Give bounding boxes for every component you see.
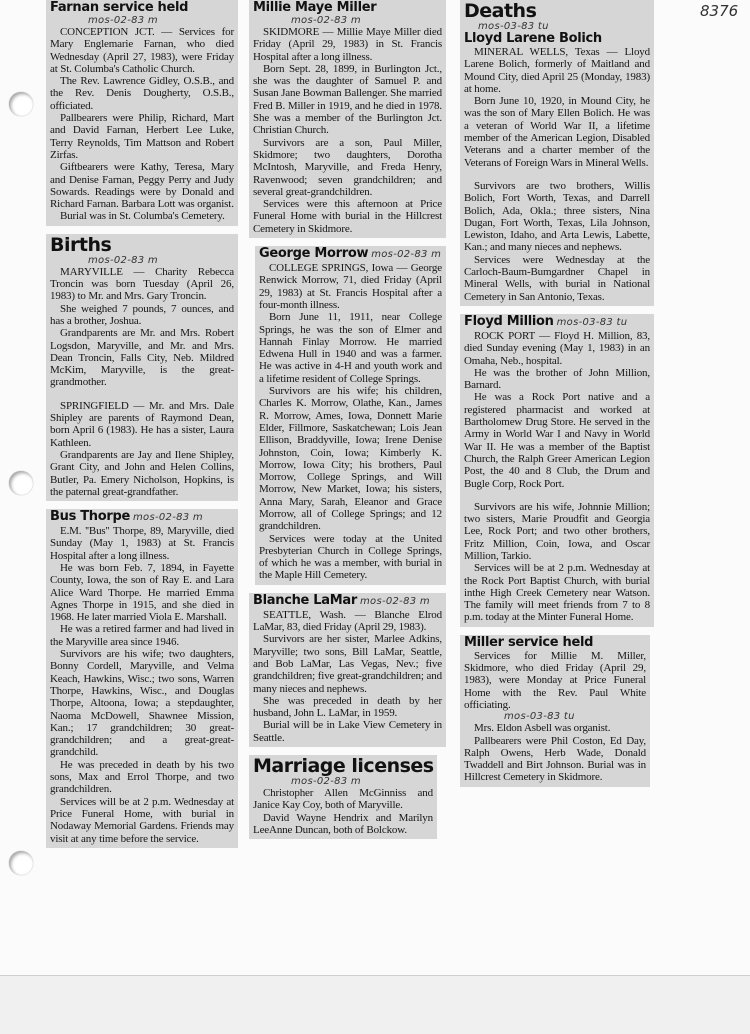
paragraph: CONCEPTION JCT. — Services for Mary Englemarie Farnan, who died Wednesday (April 27, 1983), were Friday at St. Columba's Catholic Church. <box>50 26 234 75</box>
headline-text: Farnan service held <box>50 0 189 15</box>
paragraph: Pallbearers were Philip, Richard, Mart and David Farnan, Herbert Lee Luke, Terry Reynolds, Tim Mattson and Robert Zirfas. <box>50 112 234 161</box>
headline-text: George Morrow <box>259 246 369 262</box>
paragraph: Grandparents are Mr. and Mrs. Robert Logsdon, Maryville, and Mr. and Mrs. Dean Troncin, Falls City, Neb. Mildred McKim, Maryville, is the great-grandmother. <box>50 327 234 389</box>
paragraph: Christopher Allen McGinniss and Janice Kay Coy, both of Maryville. <box>253 787 433 812</box>
paragraph: Services were this afternoon at Price Funeral Home with burial in the Hillcrest Cemetery in Skidmore. <box>253 198 442 235</box>
headline <box>259 247 442 262</box>
paragraph: Born June 10, 1920, in Mound City, he was the son of Mary Ellen Bolich. He was a veteran of World War II, a lifetime member of the American Legion, Disabled Veterans and a charter member of the Veterans of Foreign Wars in Mineral Wells. <box>464 95 650 169</box>
handwritten-date-note: mos-02-83 m <box>88 15 158 26</box>
paragraph: SEATTLE, Wash. — Blanche Elrod LaMar, 83, died Friday (April 29, 1983). <box>253 608 442 634</box>
paragraph: He was a retired farmer and had lived in the Maryville area since 1946. <box>50 623 234 648</box>
handwritten-date-note: mos-02-83 m <box>291 776 361 788</box>
headline-text: Births <box>50 233 112 256</box>
paragraph: SKIDMORE — Millie Maye Miller died Friday (April 29, 1983) in St. Francis Hospital after a long illness. <box>253 26 442 63</box>
column-right <box>460 0 654 787</box>
article-miller-service <box>460 635 650 787</box>
column-middle <box>249 0 446 839</box>
headline <box>50 235 234 255</box>
handwritten-date-note: mos-03-83 tu <box>478 21 549 32</box>
headline <box>464 315 650 330</box>
article-lamar <box>249 593 446 747</box>
article-million <box>460 314 654 627</box>
paragraph: Services will be at 2 p.m. Wednesday at the Rock Port Baptist Church, with burial inthe High Creek Cemetery near Watson. The family will meet friends from 7 to 8 p.m. today at the Minter Funeral Home. <box>464 562 650 624</box>
paragraph: She was preceded in death by her husband, John L. LaMar, in 1959. <box>253 694 442 720</box>
headline <box>464 636 646 650</box>
article-births <box>46 234 238 501</box>
handwritten-date-note: mos-02-83 m <box>133 512 203 524</box>
paragraph: Born June 11, 1911, near College Springs, he was the son of Elmer and Hannah Finlay Morrow. He married Edwena Hull in 1940 and was a farmer. He was active in 4-H and youth work and a lifetime resident of College Springs. <box>259 311 442 385</box>
handwritten-date-note: mos-02-83 m <box>371 249 442 261</box>
headline-text: Floyd Million <box>464 313 554 329</box>
paragraph: Pallbearers were Phil Coston, Ed Day, Ralph Owens, Herb Wade, Donald Twaddell and Birt Johnson. Burial was in Hillcrest Cemetery in Skidmore. <box>464 734 646 784</box>
paragraph: He was preceded in death by his two sons, Max and Errol Thorpe, and two grandchildren. <box>50 758 234 796</box>
paragraph: He was the brother of John Million, Barnard. <box>464 366 650 392</box>
handwritten-date-note: mos-02-83 m <box>359 595 430 607</box>
paragraph: Mrs. Eldon Asbell was organist. <box>474 722 611 735</box>
paragraph: Burial was in St. Columba's Cemetery. <box>60 210 225 223</box>
paragraph: Survivors are a son, Paul Miller, Skidmore; two daughters, Dorotha McIntosh, Maryville, and Freda Henry, Ravenwood; seven grandchildren; and several great-grandchildren. <box>253 136 442 198</box>
paragraph: She weighed 7 pounds, 7 ounces, and has a brother, Joshua. <box>50 302 234 327</box>
paragraph: The Rev. Lawrence Gidley, O.S.B., and the Rev. Denis Dougherty, O.S.B., officiated. <box>50 75 234 112</box>
paragraph: Survivors are his wife; two daughters, Bonny Cordell, Maryville, and Velma Keach, Hawkins, Wisc.; two sons, Warren Thorpe, Hawkins, Wisc., and Douglas Thorpe, Altoona, Iowa; a stepdaughter, Naoma McDowell, Shawnee Mission, Kan.; 17 grandchildren; 30 great-grandchildren; and a great-great-grandchild. <box>50 648 234 759</box>
paragraph: SPRINGFIELD — Mr. and Mrs. Dale Shipley are parents of Raymond Dean, born April 6 (1983). He has a sister, Laura Kathleen. <box>50 399 234 449</box>
article-marriage <box>249 755 437 839</box>
handwritten-date-note: mos-03-83 tu <box>556 316 628 328</box>
headline <box>253 594 442 609</box>
column-left <box>46 0 238 848</box>
headline-text: Millie Maye Miller <box>253 0 377 15</box>
handwritten-date-note: mos-03-83 tu <box>504 711 575 723</box>
article-millie <box>249 0 446 238</box>
paragraph: Survivors are his wife; his children, Charles K. Morrow, Olathe, Kan., James R. Morrow, Ames, Iowa, Donnett Marie Elder, Fillmore, Saskatchewan; Lois Jean Ellison, Braddyville, Iowa; Irene Denise Johnston, Coin, Iowa; Kimberly K. Morrow, Iowa City; his brothers, Paul Morrow, College Springs, and Will Morrow, New Market, Iowa; his sisters, Anna Mary, Sarah, Eleanor and Grace Morrow, all of College Springs; and 12 grandchildren. <box>259 385 442 533</box>
headline-text: Blanche LaMar <box>253 592 357 608</box>
paragraph: E.M. ''Bus'' Thorpe, 89, Maryville, died Sunday (May 1, 1983) at St. Francis Hospital after a long illness. <box>50 525 234 562</box>
paragraph: MARYVILLE — Charity Rebecca Troncin was born Tuesday (April 26, 1983) to Mr. and Mrs. Gary Troncin. <box>50 265 234 303</box>
paragraph: Services will be at 2 p.m. Wednesday at Price Funeral Home, with burial in Nodaway Memorial Gardens. Friends may visit at any time before the service. <box>50 795 234 845</box>
article-thorpe <box>46 509 238 848</box>
paragraph: ROCK PORT — Floyd H. Million, 83, died Sunday evening (May 1, 1983) in an Omaha, Neb., hospital. <box>464 329 650 367</box>
headline-text: Miller service held <box>464 634 594 650</box>
headline-text: Bus Thorpe <box>50 509 131 525</box>
paragraph: David Wayne Hendrix and Marilyn LeeAnne Duncan, both of Bolckow. <box>253 811 433 836</box>
paragraph: He was born Feb. 7, 1894, in Fayette County, Iowa, the son of Ray E. and Lara Alice Ward Thorpe. He married Emma Agnes Thorpe in 1915, and she died in 1968. He later married Viola E. Marshall. <box>50 561 234 624</box>
headline <box>50 1 234 15</box>
paragraph: Services for Millie M. Miller, Skidmore, who died Friday (April 29, 1983), were Monday at Price Funeral Home with the Rev. Paul White officiating. <box>464 649 646 711</box>
paragraph: COLLEGE SPRINGS, Iowa — George Renwick Morrow, 71, died Friday (April 29, 1983) at St. Francis Hospital after a four-month illness. <box>259 262 442 311</box>
punch-hole <box>9 851 33 875</box>
paragraph: Survivors are her sister, Marlee Adkins, Maryville; two sons, Bill LaMar, Seattle, and Bob LaMar, Las Vegas, Nev.; five grandchildren; five great-grandchildren; and many nieces and nephews. <box>253 633 442 695</box>
article-farnan <box>46 0 238 226</box>
article-morrow <box>255 246 446 585</box>
handwritten-page-number: 8376 <box>700 2 739 20</box>
punch-hole <box>9 92 33 116</box>
scanner-margin <box>0 975 750 1034</box>
paragraph: Born Sept. 28, 1899, in Burlington Jct., she was the daughter of Samuel P. and Susan Jane Bowman Ballenger. She married Fred B. Miller in 1919, and he died in 1978. She was a member of the Burlington Jct. Christian Church. <box>253 62 442 137</box>
section-heading: Deaths <box>464 0 537 22</box>
paragraph: He was a Rock Port native and a registered pharmacist and worked at Bartholomew Drug Store. He served in the Army in World War I and Navy in World War II. He was a member of the Baptist Church, the Ralph Greer American Legion Post, the 40 and 8 Club, the Drum and Bugle Corp, Rock Port. <box>464 391 650 490</box>
handwritten-date-note: mos-02-83 m <box>291 15 361 26</box>
headline <box>50 510 234 525</box>
paragraph: Giftbearers were Kathy, Teresa, Mary and Denise Farnan, Peggy Perry and Judy Sowards. Readings were by Donald and Richard Farnan. Barbara Lott was organist. <box>50 161 234 211</box>
paragraph: Survivors are two brothers, Willis Bolich, Fort Worth, Texas, and Darrell Bolich, Ada, Okla.; three sisters, Nina Dugan, Fort Worth, Texas, Lila Johnson, Lewiston, Idaho, and Arta Lewis, Labette, Kan.; and many nieces and nephews. <box>464 179 650 254</box>
paragraph: Survivors are his wife, Johnnie Million; two sisters, Marie Proudfit and Georgia Lee, Rock Port; and two other brothers, Fritz Million, Coin, Iowa, and Oscar Million, Tarkio. <box>464 500 650 562</box>
headline-text: Marriage licenses <box>253 755 434 778</box>
paragraph: Grandparents are Jay and Ilene Shipley, Grant City, and John and Helen Collins, Butler, Pa. Emery Nicholson, Hopkins, is the paternal great-grandfather. <box>50 448 234 498</box>
paragraph: Burial will be in Lake View Cemetery in Seattle. <box>253 719 442 744</box>
headline <box>464 32 650 46</box>
article-bolich <box>460 0 654 306</box>
handwritten-date-note: mos-02-83 m <box>88 254 158 266</box>
headline <box>253 756 433 776</box>
paragraph: MINERAL WELLS, Texas — Lloyd Larene Bolich, formerly of Maitland and Mound City, died April 25 (Monday, 1983) at home. <box>464 46 650 95</box>
paragraph: Services were today at the United Presbyterian Church in College Springs, of which he was a member, with burial in the Maple Hill Cemetery. <box>259 532 442 582</box>
headline-text: Lloyd Larene Bolich <box>464 31 602 46</box>
paragraph: Services were Wednesday at the Carloch-Baum-Bumgardner Chapel in Mineral Wells, with burial in National Cemetery in San Antonio, Texas. <box>464 253 650 303</box>
punch-hole <box>9 471 33 495</box>
headline <box>253 1 442 15</box>
